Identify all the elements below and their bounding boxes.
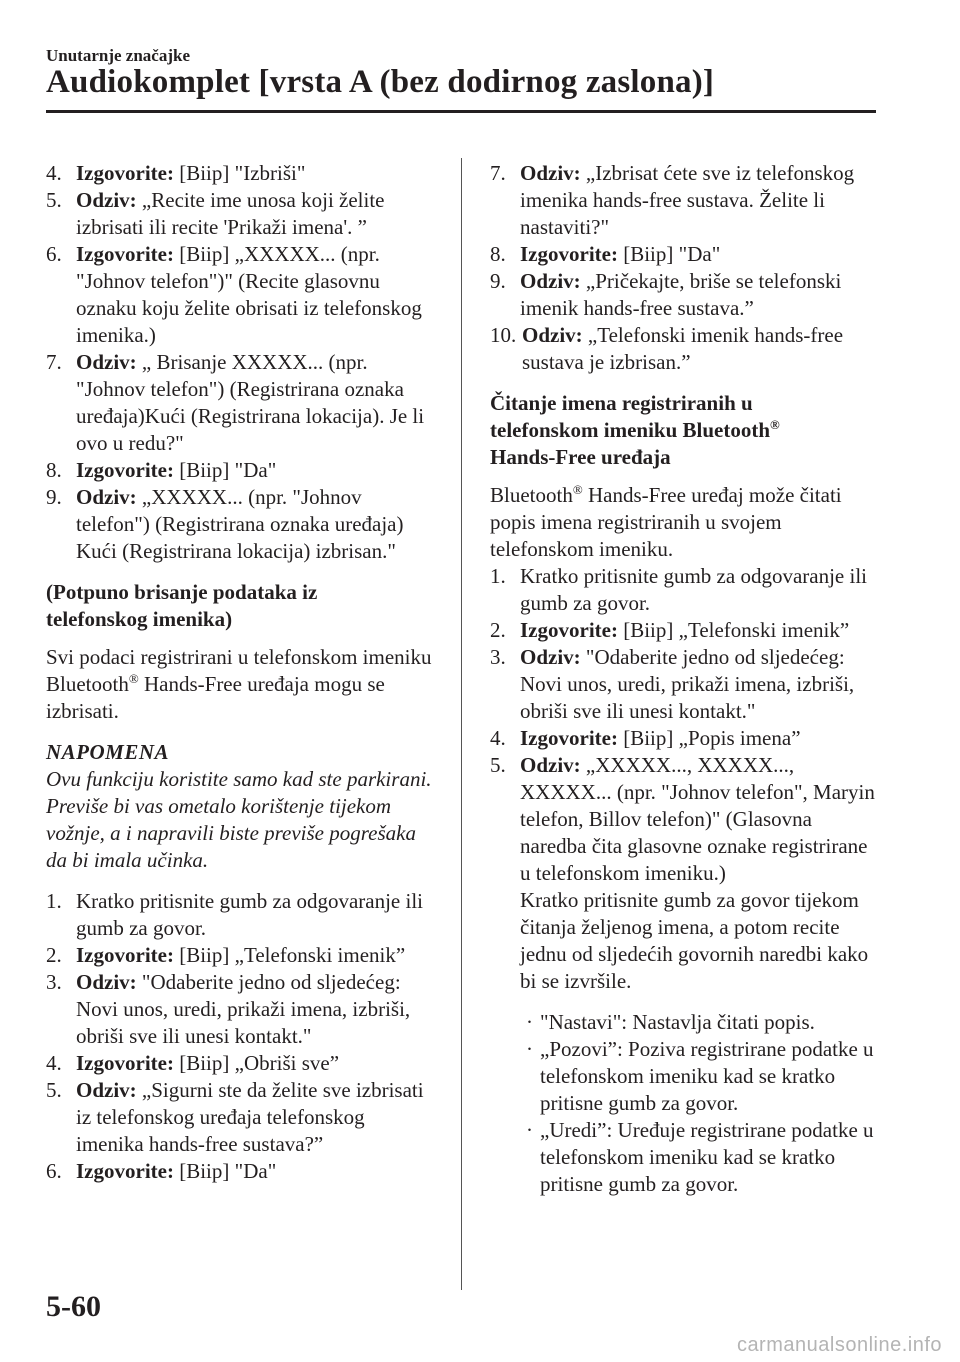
step-text: [Biip] „Popis imena” bbox=[617, 726, 801, 750]
step-keyword: Izgovorite: bbox=[520, 618, 618, 642]
step-item bbox=[490, 563, 882, 617]
step-number: 6. bbox=[46, 242, 62, 266]
step-text: „ Brisanje XXXXX... (npr. "Johnov telefon") (Registrirana oznaka uređaja)Kući (Registrirana lokacija). Je li ovo u redu?" bbox=[76, 350, 425, 455]
bullet-text: "Nastavi": Nastavlja čitati popis. bbox=[540, 1010, 815, 1034]
step-number: 9. bbox=[46, 485, 62, 509]
right-column bbox=[490, 160, 882, 1198]
step-item bbox=[490, 725, 882, 752]
subsection-heading bbox=[490, 390, 882, 471]
registered-mark: ® bbox=[128, 671, 139, 686]
step-number: 1. bbox=[46, 889, 62, 913]
page-number: 5-60 bbox=[46, 1290, 101, 1323]
step-text: [Biip] „XXXXX... (npr. "Johnov telefon")" (Recite glasovnu oznaku koju želite obrisati iz telefonskog imenika.) bbox=[76, 242, 422, 347]
step-keyword: Izgovorite: bbox=[520, 726, 618, 750]
chapter-title: Audiokomplet [vrsta A (bez dodirnog zaslona)] bbox=[46, 64, 715, 100]
step-keyword: Izgovorite: bbox=[76, 242, 174, 266]
step-keyword: Izgovorite: bbox=[76, 943, 174, 967]
step-keyword: Izgovorite: bbox=[76, 1051, 174, 1075]
step-text: [Biip] „Obriši sve” bbox=[173, 1051, 340, 1075]
step-keyword: Odziv: bbox=[520, 753, 581, 777]
step-item bbox=[46, 349, 436, 457]
step-text: „Telefonski imenik hands-free sustava je izbrisan.” bbox=[522, 323, 844, 374]
watermark: carmanualsonline.info bbox=[736, 1334, 942, 1356]
step-keyword: Odziv: bbox=[76, 1078, 137, 1102]
step-number: 8. bbox=[490, 242, 506, 266]
step-item bbox=[46, 888, 436, 942]
heading-line: Hands-Free uređaja bbox=[490, 445, 671, 469]
step-number: 1. bbox=[490, 564, 506, 588]
step-keyword: Odziv: bbox=[520, 645, 581, 669]
bullet-item bbox=[490, 1117, 882, 1198]
heading-line: telefonskom imeniku Bluetooth bbox=[490, 418, 771, 442]
bullet-dot: · bbox=[526, 1010, 533, 1034]
step-text: [Biip] "Da" bbox=[173, 1159, 277, 1183]
step-number: 4. bbox=[46, 1051, 62, 1075]
bullet-dot: · bbox=[526, 1037, 533, 1061]
step-number: 3. bbox=[46, 970, 62, 994]
step-keyword: Odziv: bbox=[76, 350, 137, 374]
step-item bbox=[46, 969, 436, 1050]
step-text: "Odaberite jedno od sljedećeg: Novi unos, uredi, prikaži imena, izbriši, obriši sve ili unesi kontakt." bbox=[76, 970, 411, 1048]
registered-mark: ® bbox=[572, 482, 583, 497]
step-text: „XXXXX... (npr. "Johnov telefon") (Registrirana oznaka uređaja) Kući (Registrirana lokacija) izbrisan." bbox=[76, 485, 404, 563]
body-paragraph bbox=[46, 644, 436, 725]
step-item bbox=[46, 241, 436, 349]
step-keyword: Odziv: bbox=[520, 161, 581, 185]
bullet-text: „Pozovi”: Poziva registrirane podatke u telefonskom imeniku kad se kratko pritisne gumb za govor. bbox=[540, 1037, 874, 1115]
step-item bbox=[490, 752, 882, 995]
note-title: NAPOMENA bbox=[46, 740, 170, 764]
step-text: [Biip] "Da" bbox=[617, 242, 721, 266]
header-rule bbox=[46, 110, 876, 113]
paragraph-text: Hands-Free uređaja mogu se izbrisati. bbox=[46, 672, 385, 723]
step-keyword: Odziv: bbox=[76, 188, 137, 212]
step-text: „Izbrisat ćete sve iz telefonskog imenika hands-free sustava. Želite li nastaviti?" bbox=[520, 161, 855, 239]
step-number: 4. bbox=[46, 161, 62, 185]
step-extra-text: Kratko pritisnite gumb za govor tijekom čitanja željenog imena, a potom recite jednu od sljedećih govornih naredbi kako bi se izvršile. bbox=[520, 888, 869, 993]
step-keyword: Izgovorite: bbox=[76, 458, 174, 482]
step-keyword: Odziv: bbox=[76, 970, 137, 994]
step-keyword: Izgovorite: bbox=[520, 242, 618, 266]
step-item bbox=[46, 1158, 436, 1185]
step-item bbox=[490, 160, 882, 241]
step-item bbox=[490, 644, 882, 725]
bullet-item bbox=[490, 1036, 882, 1117]
step-text: „Recite ime unosa koji želite izbrisati ili recite 'Prikaži imena'. ” bbox=[76, 188, 385, 239]
step-item bbox=[46, 187, 436, 241]
step-keyword: Odziv: bbox=[520, 269, 581, 293]
step-number: 5. bbox=[490, 753, 506, 777]
heading-line: (Potpuno brisanje podataka iz bbox=[46, 580, 318, 604]
heading-line: Čitanje imena registriranih u bbox=[490, 391, 753, 415]
step-keyword: Odziv: bbox=[76, 485, 137, 509]
step-item bbox=[46, 942, 436, 969]
step-number: 7. bbox=[490, 161, 506, 185]
paragraph-text: Svi podaci registrirani u telefonskom imeniku Bluetooth bbox=[46, 645, 432, 696]
step-number: 10. bbox=[490, 323, 517, 347]
step-item bbox=[490, 241, 882, 268]
step-number: 7. bbox=[46, 350, 62, 374]
step-number: 5. bbox=[46, 1078, 62, 1102]
step-number: 5. bbox=[46, 188, 62, 212]
step-keyword: Odziv: bbox=[522, 323, 583, 347]
subsection-heading bbox=[46, 579, 436, 633]
bullet-item bbox=[490, 1009, 882, 1036]
step-keyword: Izgovorite: bbox=[76, 161, 174, 185]
paragraph-text: Hands-Free uređaj može čitati popis imena registriranih u svojem telefonskom imeniku. bbox=[490, 483, 842, 561]
step-number: 4. bbox=[490, 726, 506, 750]
step-text: [Biip] "Da" bbox=[173, 458, 277, 482]
step-text: „Sigurni ste da želite sve izbrisati iz telefonskog uređaja telefonskog imenika hands-free sustava?” bbox=[76, 1078, 424, 1156]
step-number: 3. bbox=[490, 645, 506, 669]
step-number: 8. bbox=[46, 458, 62, 482]
body-paragraph bbox=[490, 482, 882, 563]
section-label: Unutarnje značajke bbox=[46, 46, 191, 65]
step-item bbox=[46, 1077, 436, 1158]
step-text: „XXXXX..., XXXXX..., XXXXX... (npr. "Johnov telefon", Maryin telefon, Billov telefon)" (Glasovna naredba čita glasovne oznake registrirane u telefonskom imeniku.) bbox=[520, 753, 875, 885]
step-text: [Biip] „Telefonski imenik” bbox=[617, 618, 850, 642]
step-item bbox=[490, 617, 882, 644]
step-text: Kratko pritisnite gumb za odgovaranje ili gumb za govor. bbox=[76, 889, 423, 940]
step-text: "Odaberite jedno od sljedećeg: Novi unos, uredi, prikaži imena, izbriši, obriši sve ili unesi kontakt." bbox=[520, 645, 855, 723]
bullet-text: „Uredi”: Uređuje registrirane podatke u telefonskom imeniku kad se kratko pritisne gumb za govor. bbox=[540, 1118, 874, 1196]
registered-mark: ® bbox=[770, 417, 780, 432]
step-text: Kratko pritisnite gumb za odgovaranje ili gumb za govor. bbox=[520, 564, 867, 615]
paragraph-text: Bluetooth bbox=[490, 483, 573, 507]
step-item bbox=[490, 322, 882, 376]
step-text: [Biip] "Izbriši" bbox=[173, 161, 306, 185]
step-item bbox=[490, 268, 882, 322]
step-item bbox=[46, 1050, 436, 1077]
note-body: Ovu funkciju koristite samo kad ste parkirani. Previše bi vas ometalo korištenje tijekom vožnje, a i napravili biste previše pogrešaka da bi imala učinka. bbox=[46, 767, 432, 872]
step-item bbox=[46, 484, 436, 565]
step-number: 2. bbox=[490, 618, 506, 642]
step-number: 2. bbox=[46, 943, 62, 967]
left-column bbox=[46, 160, 436, 1185]
heading-line: telefonskog imenika) bbox=[46, 607, 233, 631]
step-text: „Pričekajte, briše se telefonski imenik hands-free sustava.” bbox=[520, 269, 842, 320]
step-number: 6. bbox=[46, 1159, 62, 1183]
step-text: [Biip] „Telefonski imenik” bbox=[173, 943, 406, 967]
step-keyword: Izgovorite: bbox=[76, 1159, 174, 1183]
bullet-dot: · bbox=[526, 1118, 533, 1142]
column-divider bbox=[461, 158, 462, 1290]
step-number: 9. bbox=[490, 269, 506, 293]
step-item bbox=[46, 160, 436, 187]
step-item bbox=[46, 457, 436, 484]
